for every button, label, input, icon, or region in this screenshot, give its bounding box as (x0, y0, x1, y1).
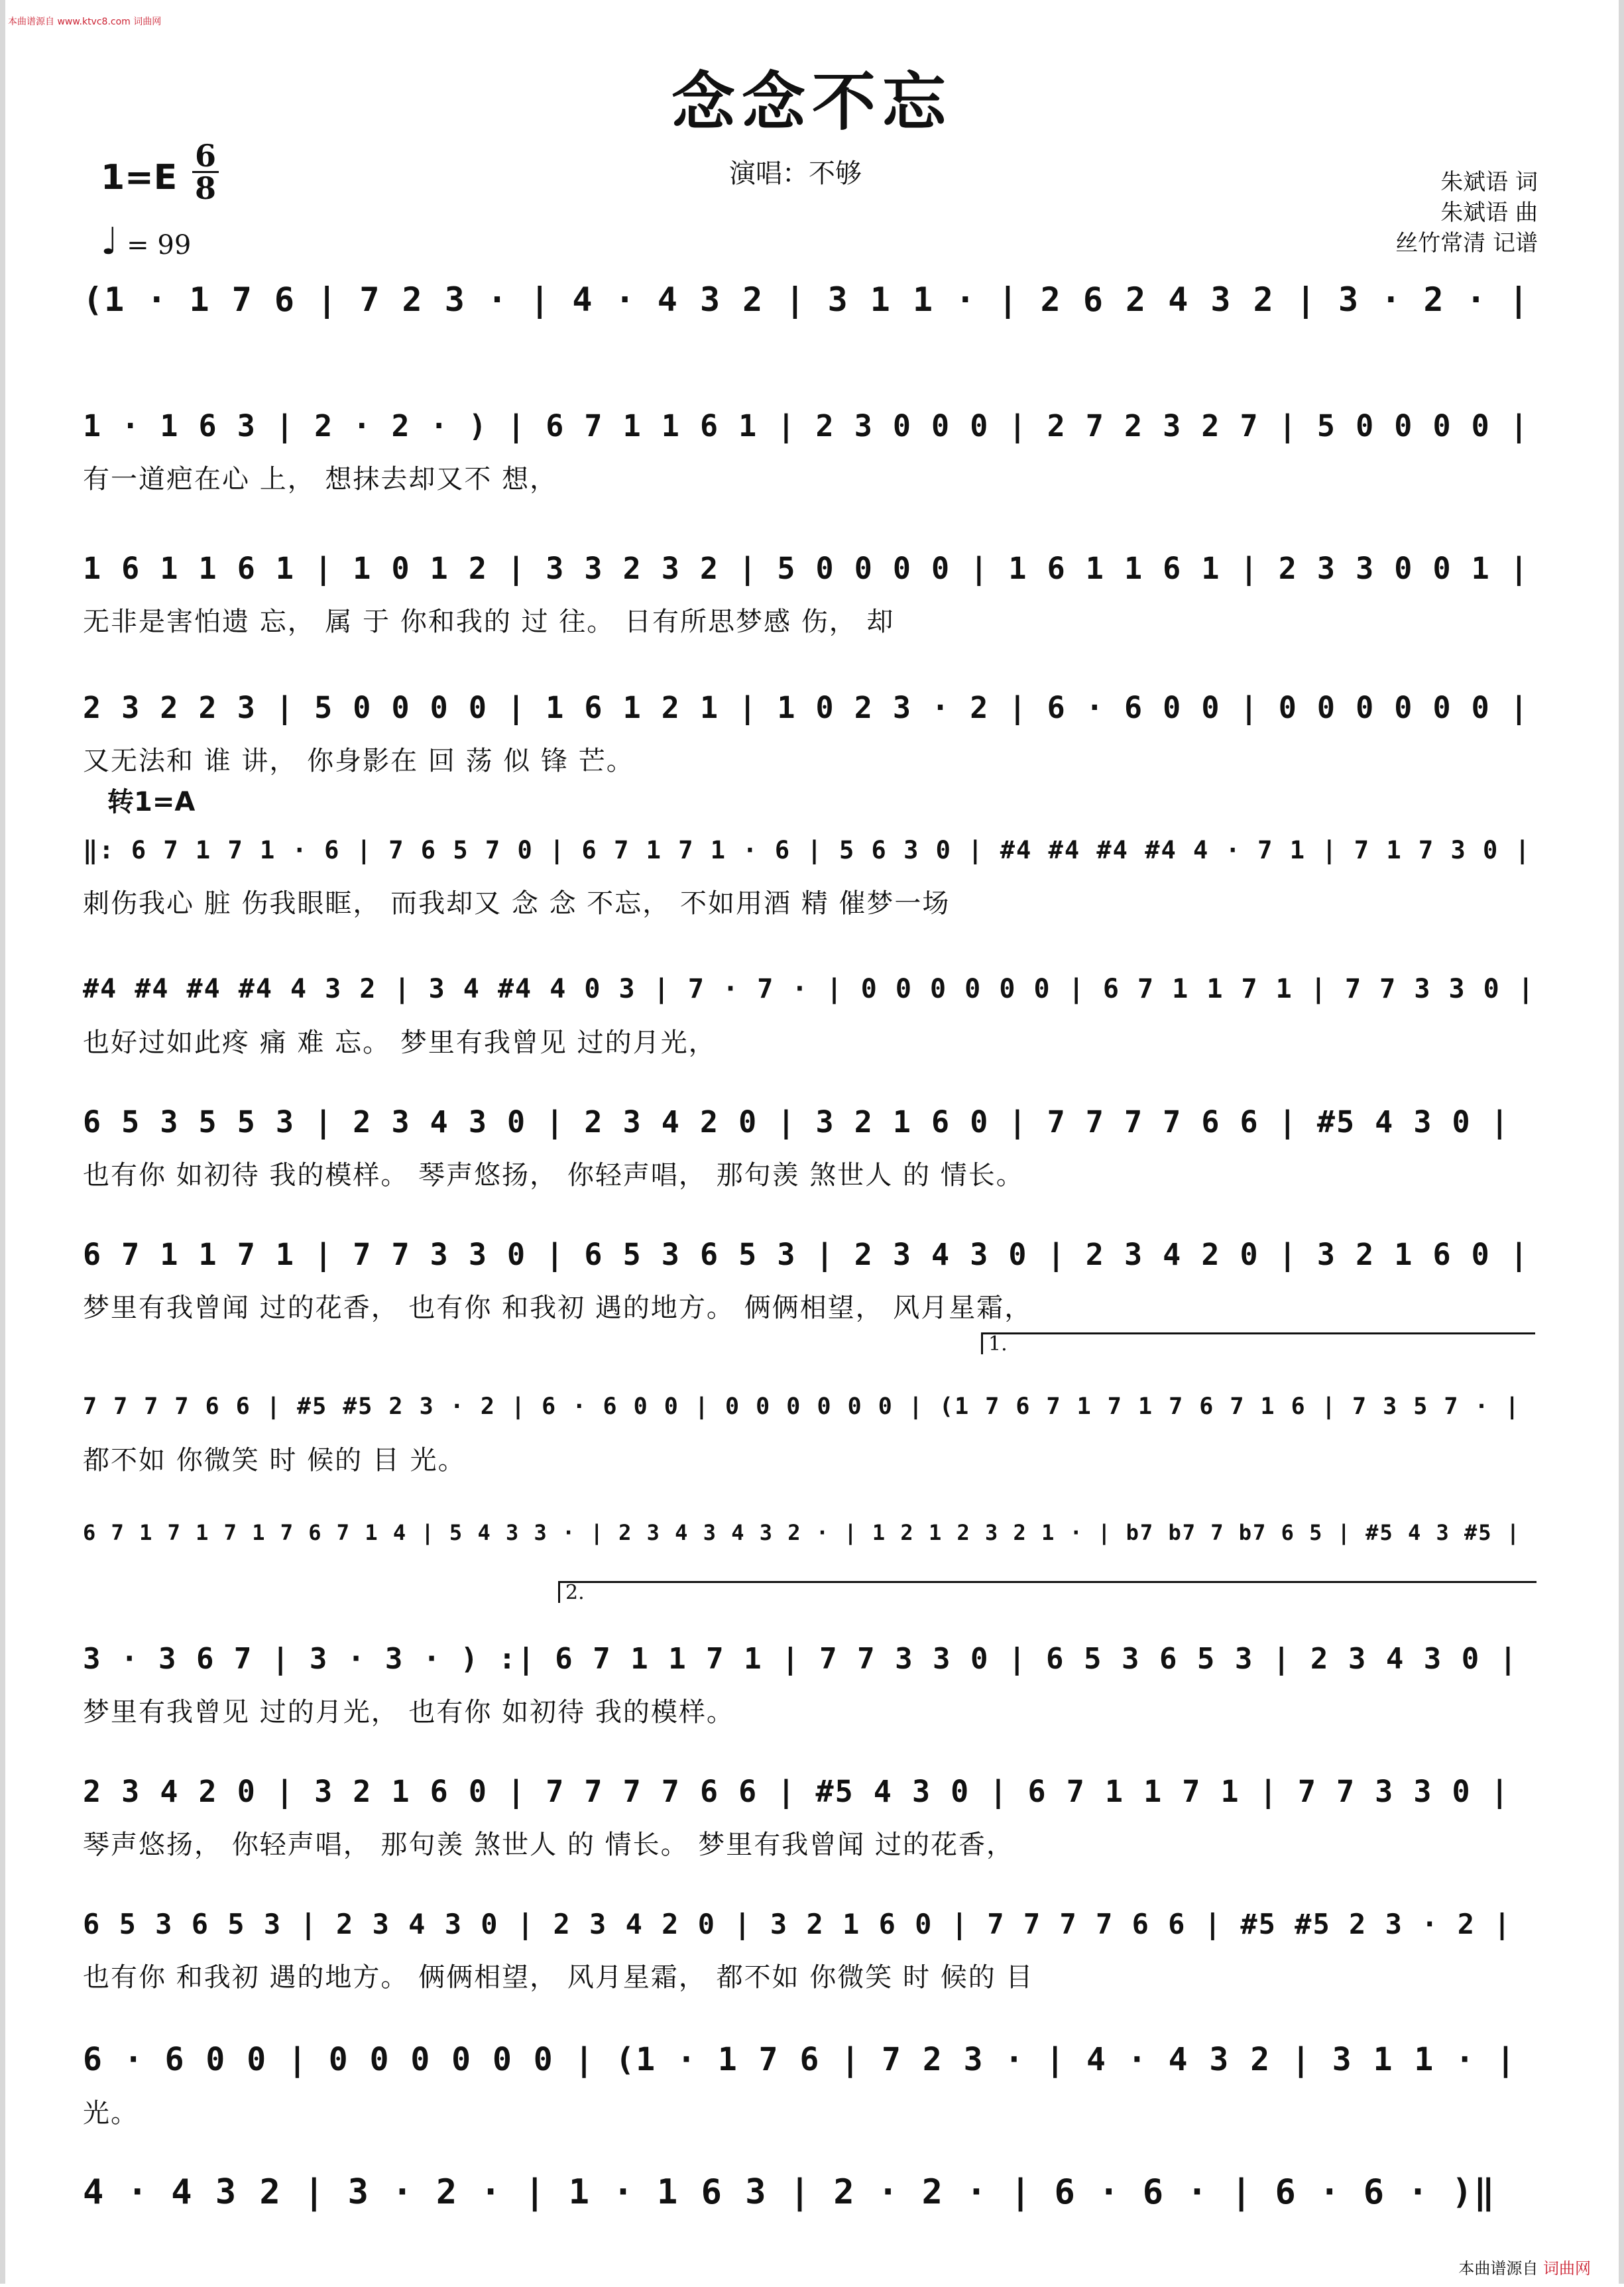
notation-line: 2 3 4 2 0 | 3 2 1 6 0 | 7 7 7 7 6 6 | #5 4 3 0 | 6 7 1 1 7 1 | 7 7 3 3 0 | (83, 1774, 1510, 1809)
score-row (83, 1893, 1538, 2019)
lyrics-line: 琴声悠扬， 你轻声唱， 那句羡 煞世人 的 情长。 梦里有我曾闻 过的花香， (83, 1830, 1015, 1860)
score-row (83, 1760, 1538, 1886)
score-row (83, 1223, 1538, 1349)
notation-line: 6 7 1 1 7 1 | 7 7 3 3 0 | 6 5 3 6 5 3 | 2 3 4 3 0 | 2 3 4 2 0 | 3 2 1 6 0 | (83, 1237, 1529, 1272)
notation-line: 6 5 3 6 5 3 | 2 3 4 3 0 | 2 3 4 2 0 | 3 2 1 6 0 | 7 7 7 7 6 6 | #5 #5 2 3 · 2 | (83, 1908, 1512, 1940)
volta-second-ending: 2. (558, 1581, 1537, 1603)
score-row (83, 1501, 1538, 1627)
notation-line: 1 6 1 1 6 1 | 1 0 1 2 | 3 3 2 3 2 | 5 0 0 0 0 | 1 6 1 1 6 1 | 2 3 3 0 0 1 | (83, 551, 1529, 586)
lyrics-line: 梦里有我曾闻 过的花香， 也有你 和我初 遇的地方。 俩俩相望， 风月星霜， (83, 1293, 1033, 1323)
lyrics-line: 梦里有我曾见 过的月光， 也有你 如初待 我的模样。 (83, 1697, 734, 1728)
notation-line: #4 #4 #4 #4 4 3 2 | 3 4 #4 4 0 3 | 7 · 7 · | 0 0 0 0 0 0 | 6 7 1 1 7 1 | 7 7 3 3 0 | (83, 974, 1535, 1004)
notation-line: 1 · 1 6 3 | 2 · 2 · ) | 6 7 1 1 6 1 | 2 3 0 0 0 | 2 7 2 3 2 7 | 5 0 0 0 0 | (83, 408, 1529, 443)
score-row (83, 1627, 1538, 1753)
credit-composer: 朱斌语 曲 (1440, 200, 1538, 226)
footer-brand: 词曲网 (1543, 2259, 1591, 2278)
lyrics-line: 也有你 和我初 遇的地方。 俩俩相望， 风月星霜， 都不如 你微笑 时 候的 目 (83, 1962, 1034, 1993)
lyrics-line: 都不如 你微笑 时 候的 目 光。 (83, 1445, 466, 1476)
lyrics-line: 刺伤我心 脏 伤我眼眶， 而我却又 念 念 不忘， 不如用酒 精 催梦一场 (83, 888, 951, 919)
meter-bottom: 8 (192, 171, 219, 204)
lyrics-line: 也好过如此疼 痛 难 忘。 梦里有我曾见 过的月光， (83, 1027, 717, 1058)
meter-top: 6 (194, 138, 216, 174)
time-signature (192, 138, 219, 206)
score-row (83, 1376, 1538, 1501)
lyrics-line: 光。 (83, 2098, 139, 2129)
lyrics-line: 也有你 如初待 我的模样。 琴声悠扬， 你轻声唱， 那句羡 煞世人 的 情长。 (83, 1160, 1024, 1191)
lyrics-line (83, 1566, 1538, 1606)
page-border-left (0, 0, 5, 2284)
quarter-note-icon: ♩ (101, 220, 119, 263)
notation-line: 6 7 1 7 1 7 1 7 6 7 1 4 | 5 4 3 3 · | 2 3 4 3 4 3 2 · | 1 2 1 2 3 2 1 · | b7 b7 7 b7 6 5 | #5 4 3 #5 | (83, 1520, 1521, 1545)
volta-first-ending: 1. (981, 1332, 1535, 1354)
notation-line: 7 7 7 7 6 6 | #5 #5 2 3 · 2 | 6 · 6 0 0 | 0 0 0 0 0 0 | (1 7 6 7 1 7 1 7 6 7 1 6 | 7 3 5 7 · | (83, 1393, 1521, 1420)
footer-credit (1458, 2255, 1591, 2278)
song-title: 念念不忘 (671, 65, 953, 139)
score-row (83, 958, 1538, 1084)
score-row (83, 676, 1538, 802)
notation-line: 6 · 6 0 0 | 0 0 0 0 0 0 | (1 · 1 7 6 | 7 2 3 · | 4 · 4 3 2 | 3 1 1 · | (83, 2041, 1517, 2078)
lyrics-line: 有一道疤在心 上， 想抹去却又不 想， (83, 464, 558, 495)
tempo-value: = 99 (127, 230, 192, 261)
notation-line: 6 5 3 5 5 3 | 2 3 4 3 0 | 2 3 4 2 0 | 3 2 1 6 0 | 7 7 7 7 6 6 | #5 4 3 0 | (83, 1104, 1510, 1140)
page-border-right (1619, 0, 1624, 2284)
score-row (83, 1090, 1538, 1216)
tempo-marking (101, 220, 191, 263)
lyrics-line: 又无法和 谁 讲， 你身影在 回 荡 似 锋 芒。 (83, 746, 634, 776)
source-watermark: 本曲谱源自 www.ktvc8.com 词曲网 (8, 17, 162, 27)
singer-line: 演唱：不够 (729, 158, 862, 189)
score-row (83, 2028, 1538, 2154)
score-row (83, 537, 1538, 663)
notation-line: ‖: 6 7 1 7 1 · 6 | 7 6 5 7 0 | 6 7 1 7 1 · 6 | 5 6 3 0 | #4 #4 #4 #4 4 · 7 1 | 7 1 7 3 0 | (83, 836, 1531, 864)
notation-line: 4 · 4 3 2 | 3 · 2 · | 1 · 1 6 3 | 2 · 2 · | 6 · 6 · | 6 · 6 · )‖ (83, 2172, 1496, 2212)
footer-text: 本曲谱源自 (1458, 2259, 1538, 2278)
notation-line: (1 · 1 7 6 | 7 2 3 · | 4 · 4 3 2 | 3 1 1 · | 2 6 2 4 3 2 | 3 · 2 · | (83, 280, 1530, 319)
key-signature: 1=E (101, 158, 178, 198)
credit-lyricist: 朱斌语 词 (1440, 169, 1538, 196)
notation-line: 3 · 3 6 7 | 3 · 3 · ) :| 6 7 1 1 7 1 | 7 7 3 3 0 | 6 5 3 6 5 3 | 2 3 4 3 0 | (83, 1642, 1519, 1676)
score-row (83, 268, 1538, 394)
score-row (83, 2161, 1538, 2287)
modulation-marking: 转1=A (107, 787, 196, 817)
score-row (83, 394, 1538, 520)
credit-transcriber: 丝竹常清 记谱 (1395, 230, 1538, 257)
lyrics-line: 无非是害怕遗 忘， 属 于 你和我的 过 往。 日有所思梦感 伤， 却 (83, 607, 895, 637)
score-row (83, 819, 1538, 945)
credits (1395, 167, 1538, 259)
notation-line: 2 3 2 2 3 | 5 0 0 0 0 | 1 6 1 2 1 | 1 0 2 3 · 2 | 6 · 6 0 0 | 0 0 0 0 0 0 | (83, 690, 1529, 725)
lyrics-line (83, 333, 1538, 373)
lyrics-line (83, 2226, 1538, 2266)
